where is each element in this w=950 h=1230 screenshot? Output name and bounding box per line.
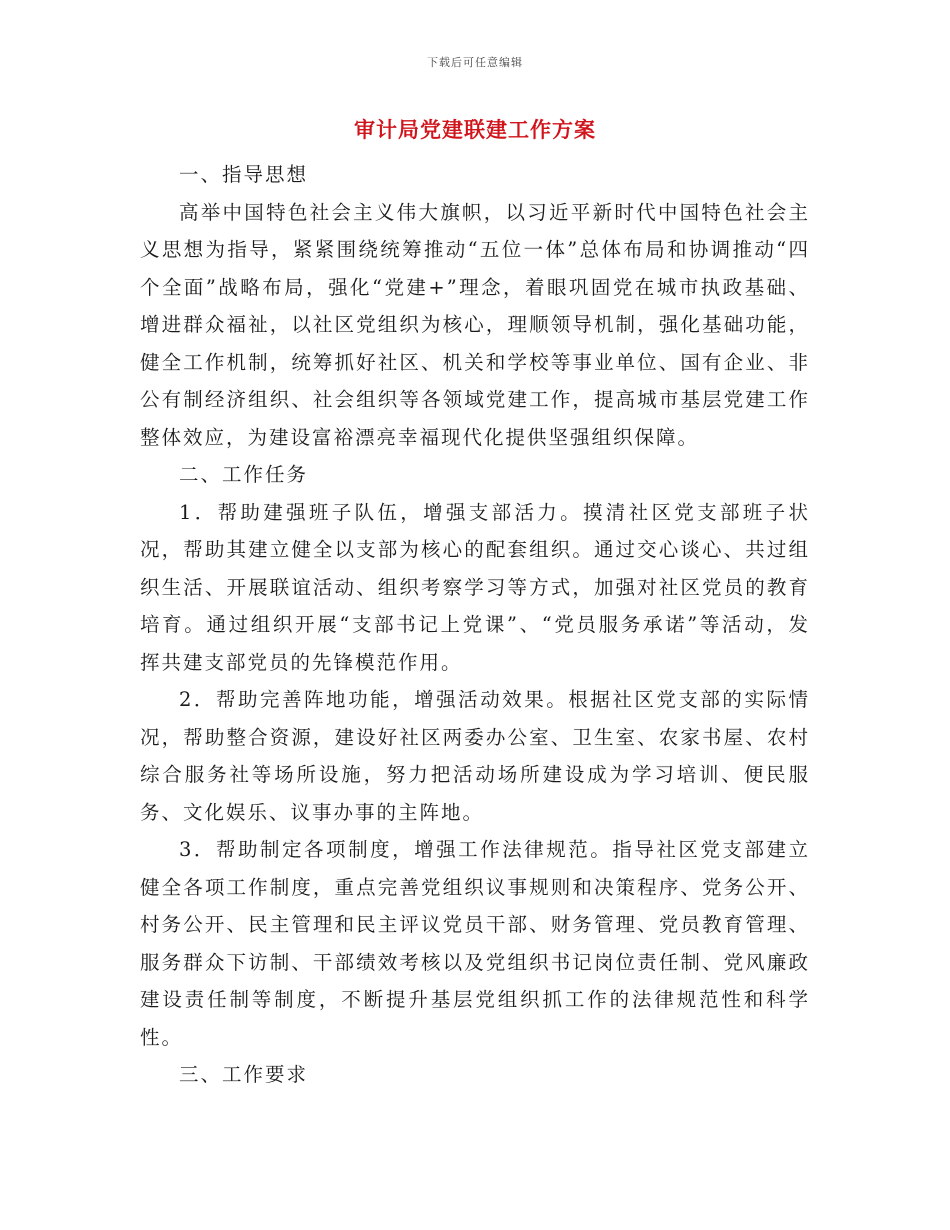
document-body: [140, 156, 810, 1094]
paragraph-task-3: 3．帮助制定各项制度，增强工作法律规范。指导社区党支部建立健全各项工作制度，重点完善党组织议事规则和决策程序、党务公开、村务公开、民主管理和民主评议党员干部、财务管理、党员教育管理、服务群众下访制、干部绩效考核以及党组织书记岗位责任制、党风廉政建设责任制等制度，不断提升基层党组织抓工作的法律规范性和科学性。: [140, 838, 810, 1049]
paragraph-guiding-ideology: 高举中国特色社会主义伟大旗帜，以习近平新时代中国特色社会主义思想为指导，紧紧围绕统筹推动“五位一体”总体布局和协调推动“四个全面”战略布局，强化“党建+”理念，着眼巩固党在城市执政基础、增进群众福祉，以社区党组织为核心，理顺领导机制，强化基础功能，健全工作机制，统筹抓好社区、机关和学校等事业单位、国有企业、非公有制经济组织、社会组织等各领域党建工作，提高城市基层党建工作整体效应，为建设富裕漂亮幸福现代化提供坚强组织保障。: [140, 200, 810, 449]
section-heading-guiding-ideology: 一、指导思想: [179, 163, 309, 186]
paragraph-task-1: 1．帮助建强班子队伍，增强支部活力。摸清社区党支部班子状况，帮助其建立健全以支部为核心的配套组织。通过交心谈心、共过组织生活、开展联谊活动、组织考察学习等方式，加强对社区党员的教育培育。通过组织开展“支部书记上党课”、“党员服务承诺”等活动，发挥共建支部党员的先锋模范作用。: [140, 500, 810, 674]
paragraph-task-2: 2．帮助完善阵地功能，增强活动效果。根据社区党支部的实际情况，帮助整合资源，建设好社区两委办公室、卫生室、农家书屋、农村综合服务社等场所设施，努力把活动场所建设成为学习培训、便民服务、文化娱乐、议事办事的主阵地。: [140, 688, 810, 824]
section-heading-work-tasks: 二、工作任务: [179, 463, 309, 486]
section-heading-work-requirements: 三、工作要求: [179, 1063, 309, 1086]
document-title: 审计局党建联建工作方案: [354, 117, 596, 142]
header-note: 下载后可任意编辑: [427, 56, 523, 69]
